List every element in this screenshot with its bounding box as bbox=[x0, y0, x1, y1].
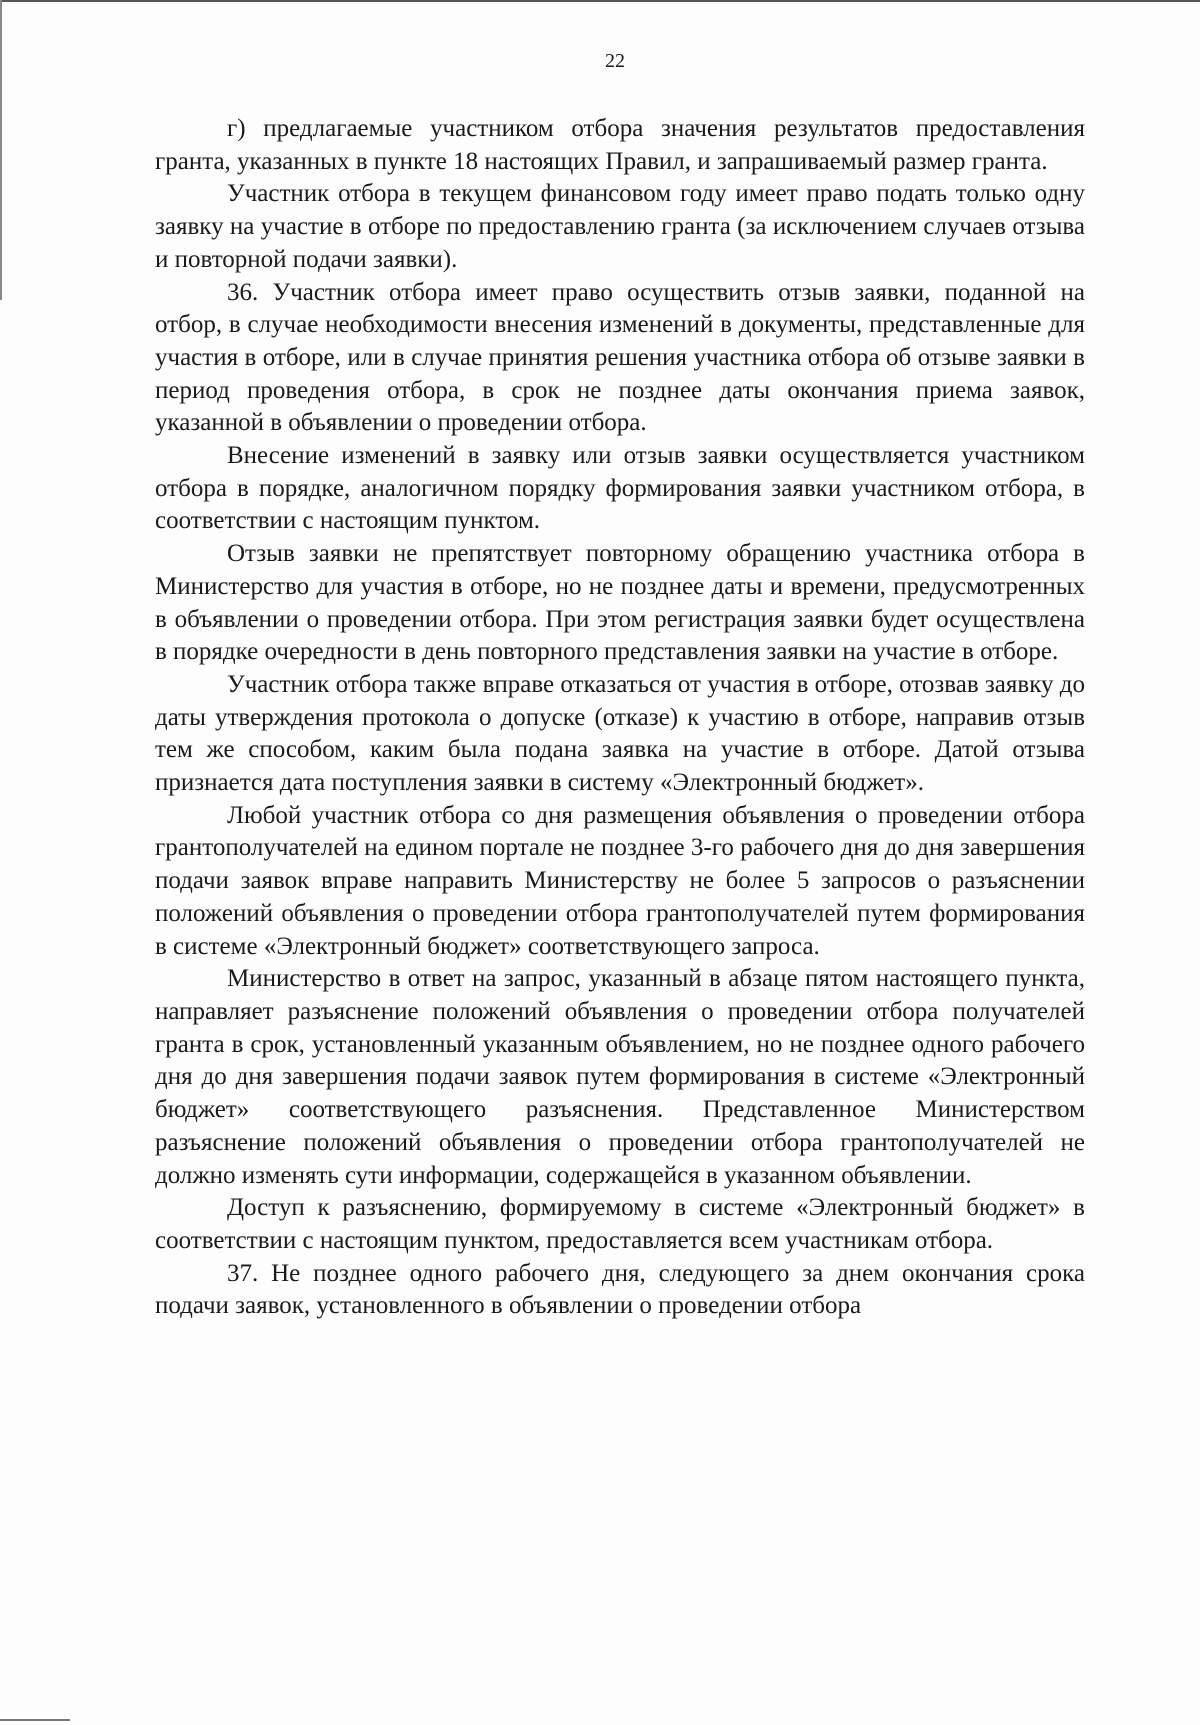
page-number: 22 bbox=[605, 50, 625, 72]
paragraph: Доступ к разъяснению, формируемому в системе «Электронный бюджет» в соответствии с настоящим пунктом, предоставляется всем участникам отбора. bbox=[155, 1194, 1085, 1254]
paragraph: Отзыв заявки не препятствует повторному обращению участника отбора в Министерство для участия в отборе, но не позднее даты и времени, предусмотренных в объявлении о проведении отбора. При этом регистрация заявки будет осуществлена в порядке очередности в день повторного представления заявки на участие в отборе. bbox=[155, 540, 1085, 666]
document-body bbox=[155, 113, 1085, 1323]
paragraph: Министерство в ответ на запрос, указанный в абзаце пятом настоящего пункта, направляет разъяснение положений объявления о проведении отбора получателей гранта в срок, установленный указанным объявлением, но не позднее одного рабочего дня до дня завершения подачи заявок путем формирования в системе «Электронный бюджет» соответствующего разъяснения. Представленное Министерством разъяснение положений объявления о проведении отбора грантополучателей не должно изменять сути информации, содержащейся в указанном объявлении. bbox=[155, 965, 1085, 1189]
paragraph: г) предлагаемые участником отбора значения результатов предоставления гранта, указанных в пункте 18 настоящих Правил, и запрашиваемый размер гранта. bbox=[155, 115, 1085, 175]
scan-edge-top bbox=[0, 0, 1200, 2]
paragraph: Участник отбора в текущем финансовом году имеет право подать только одну заявку на участие в отборе по предоставлению гранта (за исключением случаев отзыва и повторной подачи заявки). bbox=[155, 180, 1085, 273]
paragraph: 37. Не позднее одного рабочего дня, следующего за днем окончания срока подачи заявок, установленного в объявлении о проведении отбора bbox=[155, 1259, 1085, 1320]
paragraph: Любой участник отбора со дня размещения объявления о проведении отбора грантополучателей на едином портале не позднее 3-го рабочего дня до дня завершения подачи заявок вправе направить Министерству не более 5 запросов о разъяснении положений объявления о проведении отбора грантополучателей путем формирования в системе «Электронный бюджет» соответствующего запроса. bbox=[155, 801, 1085, 960]
paragraph: Участник отбора также вправе отказаться от участия в отборе, отозвав заявку до даты утверждения протокола о допуске (отказе) к участию в отборе, направив отзыв тем же способом, каким была подана заявка на участие в отборе. Датой отзыва признается дата поступления заявки в систему «Электронный бюджет». bbox=[155, 670, 1085, 797]
paragraph: Внесение изменений в заявку или отзыв заявки осуществляется участником отбора в порядке, аналогичном порядку формирования заявки участником отбора, в соответствии с настоящим пунктом. bbox=[155, 442, 1085, 535]
scan-edge-bottom bbox=[0, 1719, 70, 1721]
scan-edge-left bbox=[0, 0, 2, 300]
paragraph: 36. Участник отбора имеет право осуществить отзыв заявки, поданной на отбор, в случае необходимости внесения изменений в документы, представленные для участия в отборе, или в случае принятия решения участника отбора об отзыве заявки в период проведения отбора, в срок не позднее даты окончания приема заявок, указанной в объявлении о проведении отбора. bbox=[155, 278, 1085, 437]
